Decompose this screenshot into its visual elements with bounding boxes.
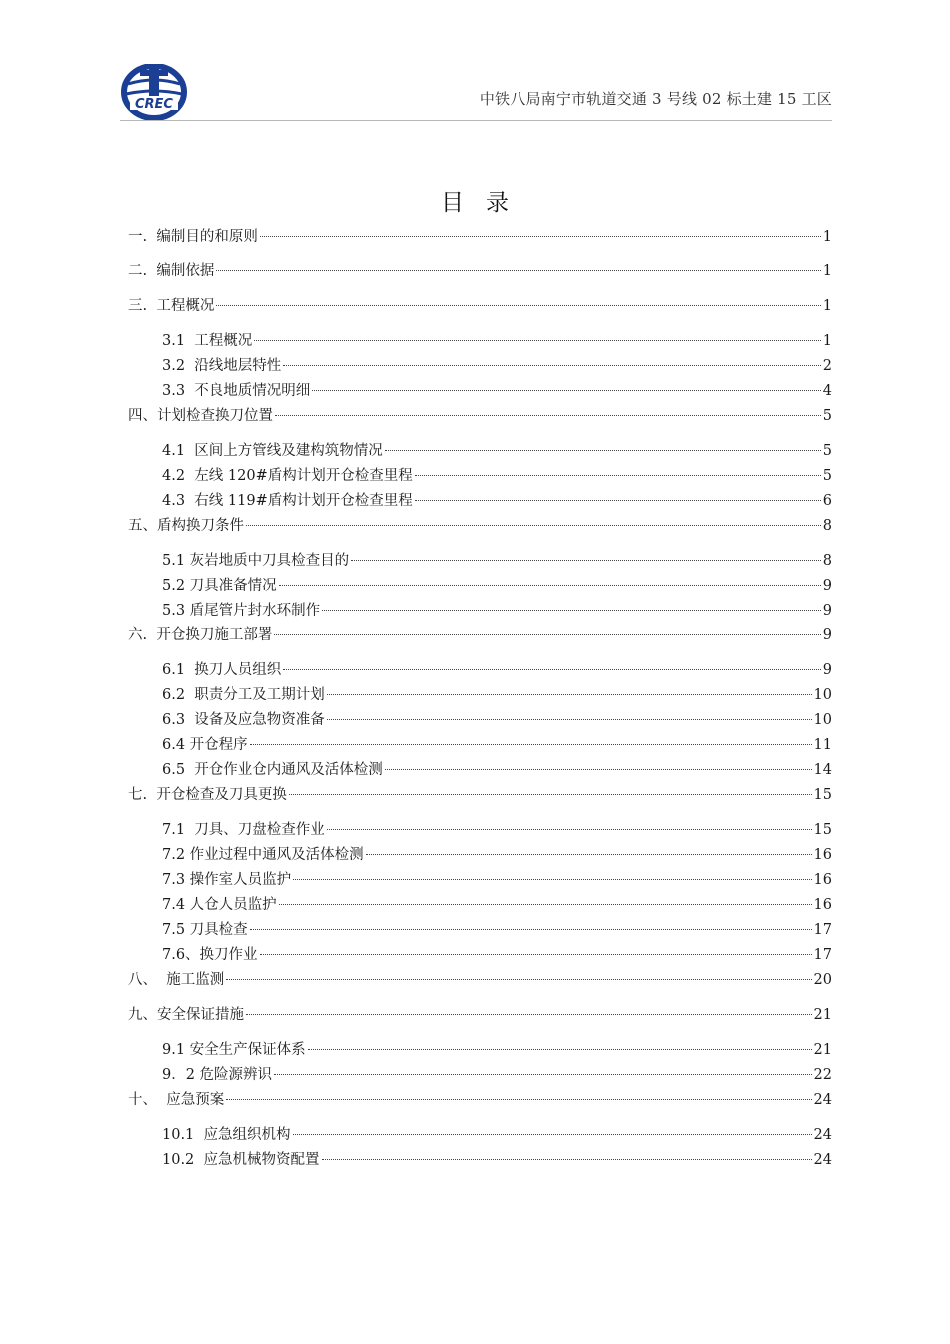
toc-entry-label: 5.2 刀具准备情况 [162, 578, 277, 594]
toc-leader [366, 854, 812, 855]
toc-entry[interactable] [128, 1089, 832, 1111]
toc-page-number: 10 [813, 712, 832, 728]
toc-leader [274, 1074, 811, 1075]
toc-leader [293, 1134, 812, 1135]
toc-entry-label: 9.1 安全生产保证体系 [162, 1042, 306, 1058]
toc-leader [226, 979, 811, 980]
toc-entry-label: 七. 开仓检查及刀具更换 [128, 787, 287, 803]
toc-entry-label: 7.3 操作室人员监护 [162, 872, 292, 888]
toc-entry-label: 3.3 不良地质情况明细 [162, 383, 311, 399]
toc-entry[interactable] [162, 819, 832, 841]
toc-page-number: 21 [813, 1007, 832, 1023]
toc-entry[interactable] [162, 600, 832, 622]
toc-entry[interactable] [162, 330, 832, 352]
toc-entry-label: 7.1 刀具、刀盘检查作业 [162, 822, 325, 838]
toc-page-number: 11 [813, 737, 832, 753]
toc-page-number: 17 [813, 922, 832, 938]
toc-page-number: 9 [822, 662, 832, 678]
toc-page-number: 24 [813, 1152, 832, 1168]
toc-page-number: 5 [822, 443, 832, 459]
toc-page-number: 24 [813, 1127, 832, 1143]
toc-page-number: 10 [813, 687, 832, 703]
toc-entry-label: 10.1 应急组织机构 [162, 1127, 291, 1143]
toc-entry-label: 6.3 设备及应急物资准备 [162, 712, 325, 728]
toc-entry[interactable] [162, 944, 832, 966]
toc-entry-label: 9．2 危险源辨识 [162, 1067, 273, 1083]
toc-page-number: 1 [822, 298, 832, 314]
toc-entry[interactable] [128, 295, 832, 317]
toc-leader [279, 904, 812, 905]
toc-entry-label: 二. 编制依据 [128, 263, 215, 279]
organization-title: 中铁八局南宁市轨道交通 3 号线 02 标土建 15 工区 [479, 90, 832, 108]
toc-leader [327, 829, 812, 830]
toc-page-number: 8 [822, 518, 832, 534]
toc-leader [327, 694, 812, 695]
toc-leader [246, 1014, 812, 1015]
toc-leader [415, 500, 821, 501]
toc-leader [415, 475, 821, 476]
toc-entry-label: 六. 开仓换刀施工部署 [128, 627, 273, 643]
toc-page-number: 5 [822, 408, 832, 424]
toc-entry-label: 6.4 开仓程序 [162, 737, 248, 753]
toc-entry-label: 5.1 灰岩地质中刀具检查目的 [162, 553, 350, 569]
toc-page-number: 1 [822, 263, 832, 279]
toc-leader [312, 390, 820, 391]
toc-entry[interactable] [128, 969, 832, 991]
toc-leader [275, 415, 821, 416]
toc-page-number: 24 [813, 1092, 832, 1108]
toc-entry[interactable] [162, 355, 832, 377]
toc-entry-label: 五、盾构换刀条件 [128, 518, 244, 534]
toc-page-number: 6 [822, 493, 832, 509]
toc-leader [322, 610, 821, 611]
svg-text:CREC: CREC [135, 97, 173, 112]
toc-entry[interactable] [162, 575, 832, 597]
toc-entry-label: 三. 工程概况 [128, 298, 215, 314]
toc-entry[interactable] [162, 844, 832, 866]
toc-entry-label: 10.2 应急机械物资配置 [162, 1152, 320, 1168]
toc-leader [283, 669, 820, 670]
page-title: 目录 [441, 190, 531, 216]
toc-entry[interactable] [162, 659, 832, 681]
toc-leader [322, 1159, 812, 1160]
toc-leader [279, 585, 821, 586]
toc-entry-label: 6.2 职责分工及工期计划 [162, 687, 325, 703]
toc-page-number: 2 [822, 358, 832, 374]
toc-leader [293, 879, 811, 880]
toc-entry[interactable] [162, 1124, 832, 1146]
toc-leader [250, 929, 812, 930]
toc-entry[interactable] [162, 734, 832, 756]
toc-entry-label: 6.1 换刀人员组织 [162, 662, 282, 678]
toc-page-number: 14 [813, 762, 832, 778]
toc-entry-label: 7.5 刀具检查 [162, 922, 248, 938]
toc-entry-label: 4.1 区间上方管线及建构筑物情况 [162, 443, 383, 459]
toc-leader [226, 1099, 811, 1100]
toc-entry[interactable] [162, 380, 832, 402]
toc-entry[interactable] [162, 1064, 832, 1086]
toc-page-number: 5 [822, 468, 832, 484]
toc-entry[interactable] [162, 919, 832, 941]
toc-entry[interactable] [162, 465, 832, 487]
toc-entry-label: 四、计划检查换刀位置 [128, 408, 273, 424]
toc-leader [260, 954, 812, 955]
toc-leader [216, 270, 820, 271]
toc-leader [385, 769, 812, 770]
toc-page-number: 16 [813, 847, 832, 863]
toc-entry[interactable] [162, 759, 832, 781]
toc-entry[interactable] [128, 226, 832, 248]
toc-page-number: 1 [822, 229, 832, 245]
toc-page-number: 4 [822, 383, 832, 399]
toc-leader [308, 1049, 812, 1050]
toc-entry-label: 7.2 作业过程中通风及活体检测 [162, 847, 364, 863]
toc-leader [327, 719, 812, 720]
toc-entry-label: 6.5 开仓作业仓内通风及活体检测 [162, 762, 383, 778]
toc-page-number: 9 [822, 603, 832, 619]
toc-leader [283, 365, 820, 366]
toc-entry[interactable] [162, 894, 832, 916]
toc-entry-label: 3.2 沿线地层特性 [162, 358, 282, 374]
toc-entry[interactable] [128, 260, 832, 282]
toc-page-number: 9 [822, 627, 832, 643]
toc-leader [216, 305, 820, 306]
toc-entry-label: 十、 应急预案 [128, 1092, 225, 1108]
toc-entry[interactable] [162, 1039, 832, 1061]
toc-entry[interactable] [162, 709, 832, 731]
toc-entry-label: 一. 编制目的和原则 [128, 229, 258, 245]
toc-entry-label: 八、 施工监测 [128, 972, 225, 988]
toc-leader [246, 525, 821, 526]
toc-page-number: 1 [822, 333, 832, 349]
toc-page-number: 21 [813, 1042, 832, 1058]
toc-page-number: 16 [813, 897, 832, 913]
toc-entry-label: 7.6、换刀作业 [162, 947, 258, 963]
toc-entry-label: 4.3 右线 119#盾构计划开仓检查里程 [162, 493, 413, 509]
header-divider [120, 120, 832, 121]
toc-leader [289, 794, 812, 795]
toc-entry[interactable] [162, 684, 832, 706]
toc-page-number: 17 [813, 947, 832, 963]
toc-entry-label: 5.3 盾尾管片封水环制作 [162, 603, 321, 619]
toc-entry[interactable] [162, 440, 832, 462]
toc-entry[interactable] [162, 1149, 832, 1171]
toc-entry[interactable] [128, 624, 832, 646]
toc-leader [385, 450, 821, 451]
toc-leader [351, 560, 821, 561]
toc-entry-label: 3.1 工程概况 [162, 333, 253, 349]
toc-page-number: 15 [813, 822, 832, 838]
toc-page-number: 15 [813, 787, 832, 803]
toc-leader [250, 744, 812, 745]
toc-entry-label: 九、安全保证措施 [128, 1007, 244, 1023]
toc-page-number: 9 [822, 578, 832, 594]
toc-entry-label: 7.4 人仓人员监护 [162, 897, 277, 913]
toc-entry[interactable] [128, 784, 832, 806]
toc-leader [274, 634, 820, 635]
toc-entry[interactable] [162, 490, 832, 512]
toc-entry[interactable] [128, 405, 832, 427]
page-header [120, 62, 832, 124]
toc-page-number: 16 [813, 872, 832, 888]
toc-entry[interactable] [162, 869, 832, 891]
toc-leader [260, 236, 821, 237]
toc-entry[interactable] [162, 550, 832, 572]
crec-logo-icon [120, 64, 188, 120]
toc-entry-label: 4.2 左线 120#盾构计划开仓检查里程 [162, 468, 413, 484]
toc-leader [254, 340, 820, 341]
toc-entry[interactable] [128, 515, 832, 537]
toc-page-number: 22 [813, 1067, 832, 1083]
toc-page-number: 8 [822, 553, 832, 569]
toc-entry[interactable] [128, 1004, 832, 1026]
toc-page-number: 20 [813, 972, 832, 988]
